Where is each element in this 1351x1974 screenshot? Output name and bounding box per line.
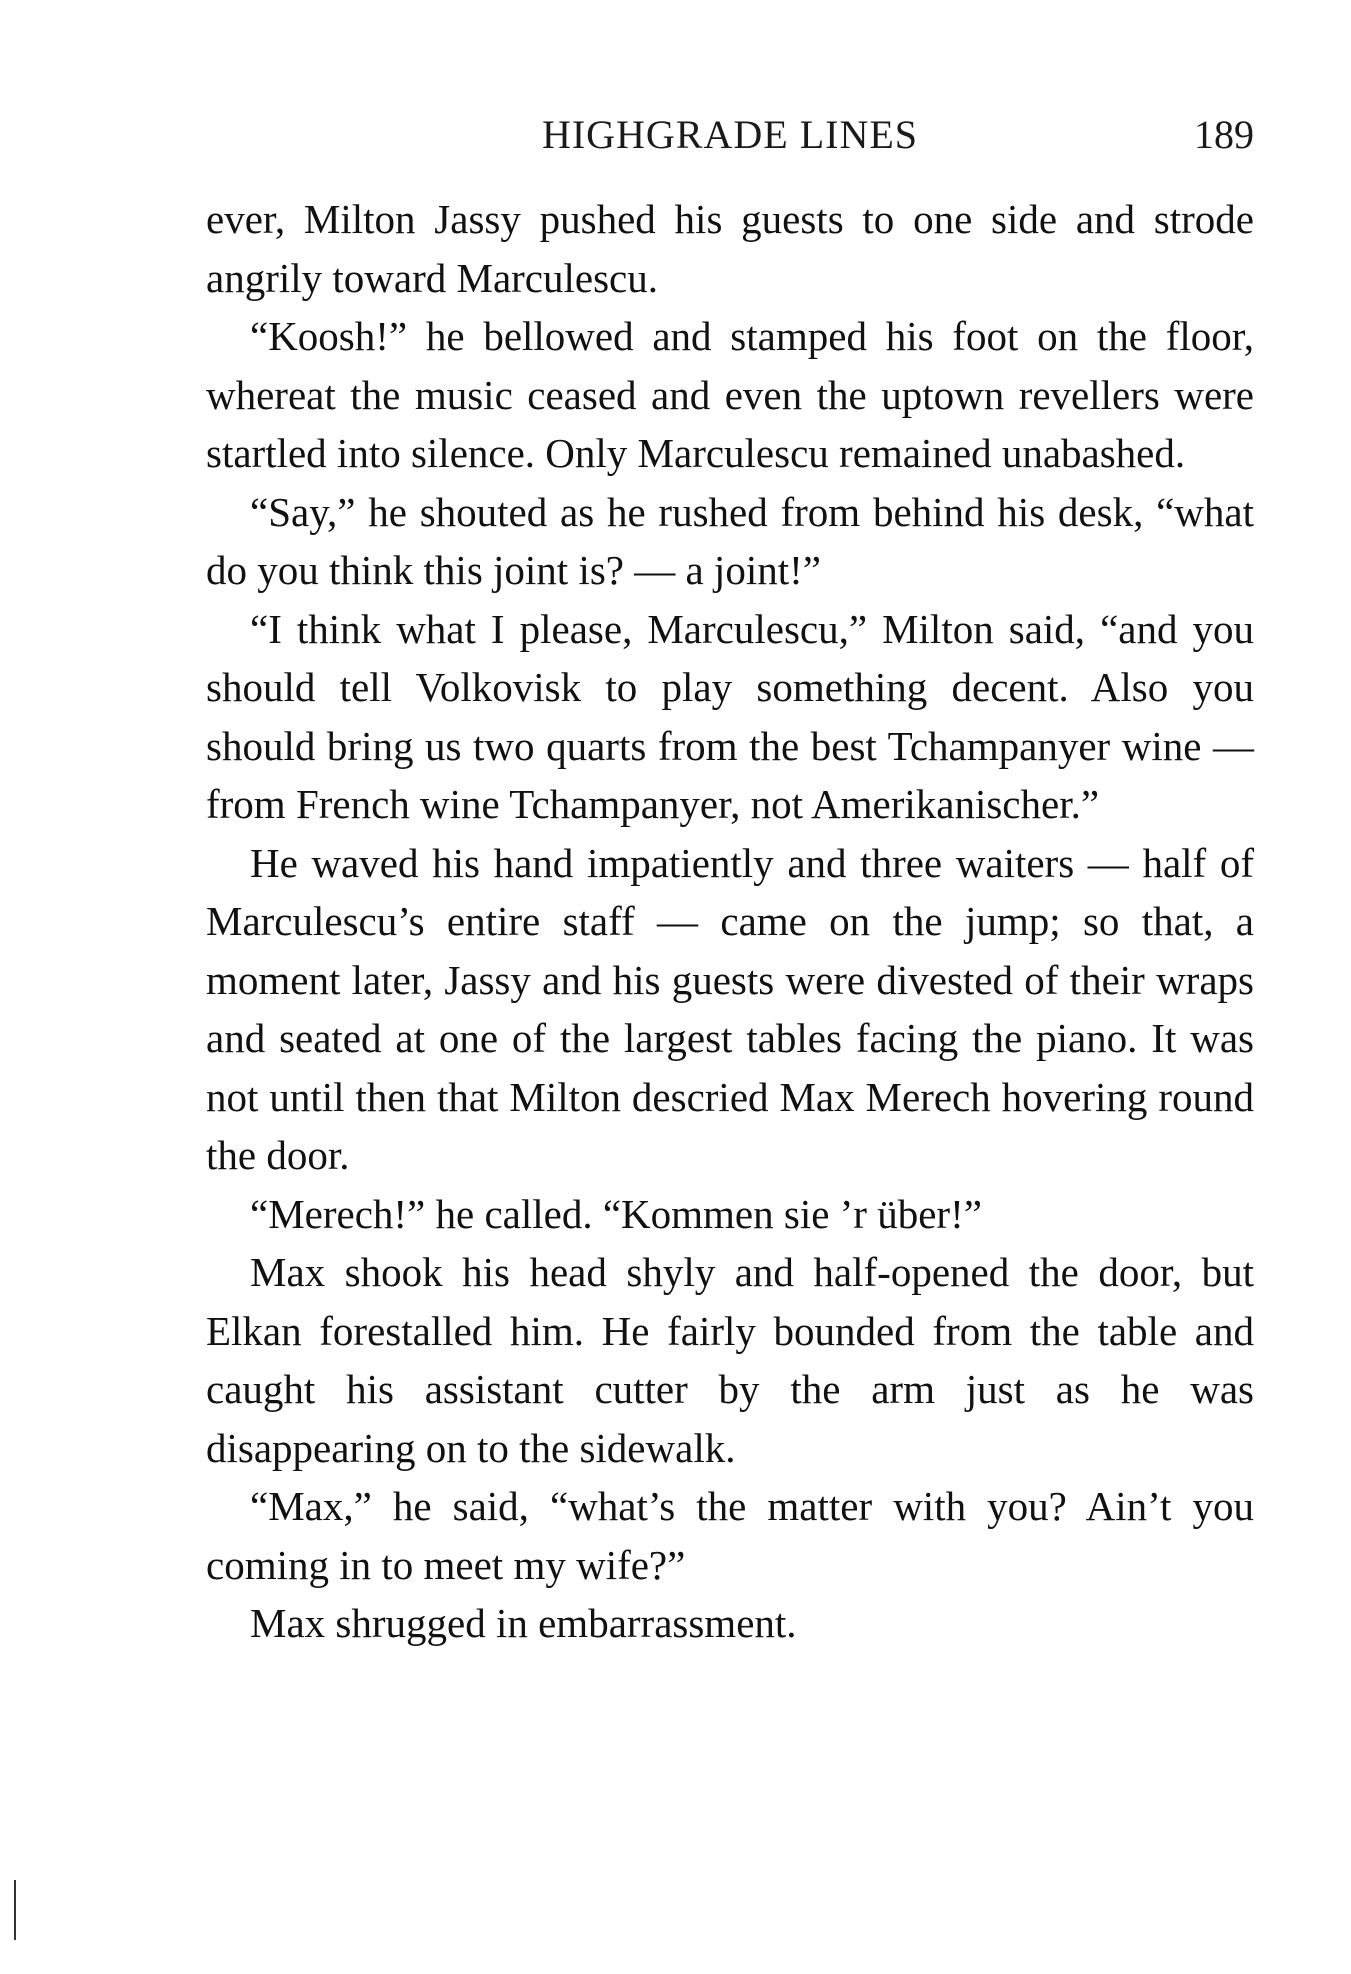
paragraph: Max shook his head shyly and half-opened the door, but Elkan forestalled him. He fairly bounded from the table and caught his assistant cutter by the arm just as he was disappearing on to the sidewalk. xyxy=(206,1249,1254,1471)
paragraph: “I think what I please, Marculescu,” Milton said, “and you should tell Volkovisk to play something decent. Also you should bring us two quarts from the best Tchampanyer wine — from French wine Tchampanyer, not Amerikanischer.” xyxy=(206,605,1254,827)
paragraph: Max shrugged in embarrassment. xyxy=(250,1600,797,1646)
paragraph: He waved his hand impatiently and three waiters — half of Marculescu’s entire staff — came on the jump; so that, a moment later, Jassy and his guests were divested of their wraps and seated at one of the largest tables facing the piano. It was not until then that Milton descried Max Merech hovering round the door. xyxy=(206,839,1254,1178)
page-header xyxy=(206,110,1254,160)
paragraph: “Max,” he said, “what’s the matter with you? Ain’t you coming in to meet my wife?” xyxy=(206,1483,1254,1588)
page-number: 189 xyxy=(1194,112,1254,157)
scan-edge-mark xyxy=(14,1880,16,1940)
paragraph: ever, Milton Jassy pushed his guests to one side and strode angrily toward Marculescu. xyxy=(206,196,1254,301)
paragraph: “Merech!” he called. “Kommen sie ’r über!” xyxy=(250,1190,982,1237)
paragraph: “Say,” he shouted as he rushed from behind his desk, “what do you think this joint is? — a joint!” xyxy=(206,488,1254,593)
paragraph: “Koosh!” he bellowed and stamped his foot on the floor, whereat the music ceased and even the uptown revellers were startled into silence. Only Marculescu remained unabashed. xyxy=(206,313,1254,476)
body-text xyxy=(206,190,1254,1653)
running-title: HIGHGRADE LINES xyxy=(541,112,919,157)
